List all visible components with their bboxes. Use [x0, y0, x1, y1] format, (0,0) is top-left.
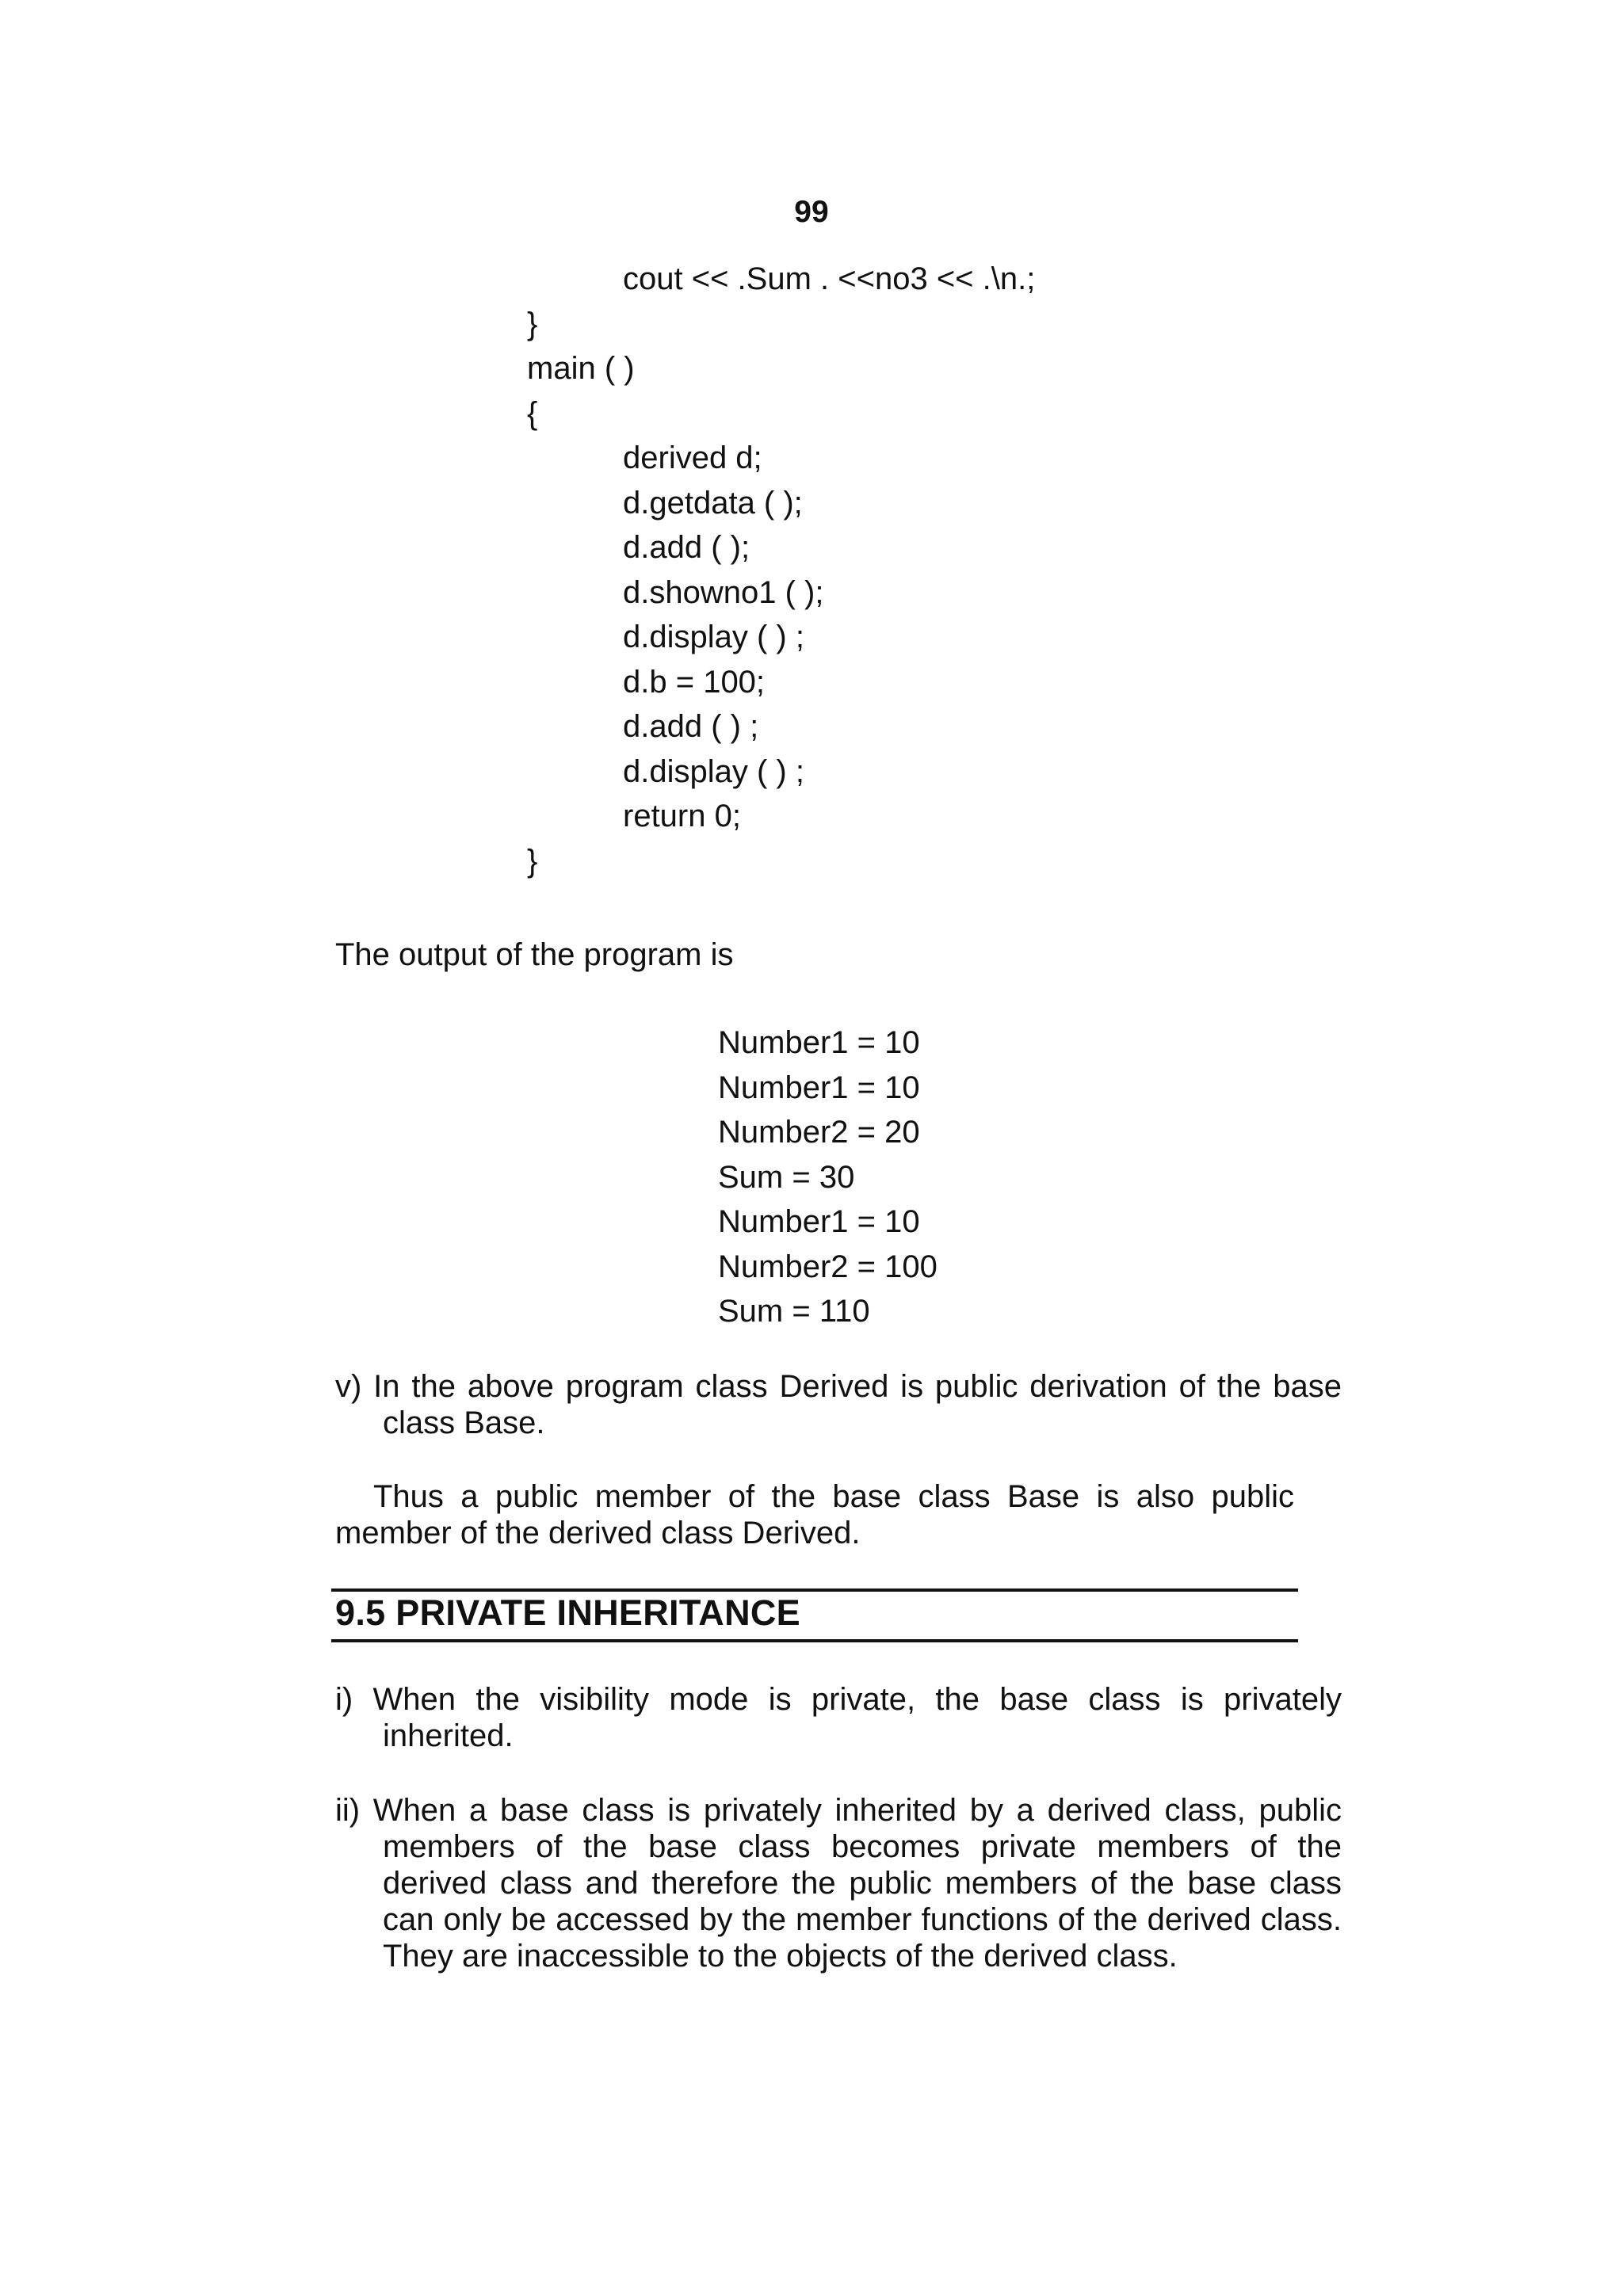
code-line: return 0;: [623, 799, 741, 833]
paragraph-point-i: i) When the visibility mode is private, the base class is privately inherited.: [335, 1682, 1342, 1753]
code-line: }: [527, 306, 538, 341]
code-line: main ( ): [527, 351, 635, 386]
output-line: Sum = 110: [718, 1294, 870, 1329]
section-rule-bottom: [331, 1639, 1298, 1642]
paragraph-point-ii: ii) When a base class is privately inherited by a derived class, public members of the base class becomes private members of the derived class and therefore the public members of the base class can only be accessed by the member functions of the derived class. They are inaccessible to the objects of the derived class.: [335, 1793, 1342, 1974]
paragraph-point-v: v) In the above program class Derived is public derivation of the base class Base.: [335, 1369, 1342, 1440]
code-line: d.showno1 ( );: [623, 574, 824, 610]
output-line: Number1 = 10: [718, 1025, 920, 1060]
code-line: derived d;: [623, 441, 762, 475]
code-line: d.getdata ( );: [623, 485, 803, 521]
code-line: d.add ( ) ;: [623, 709, 759, 744]
code-line: d.display ( ) ;: [623, 753, 804, 789]
output-line: Number1 = 10: [718, 1204, 920, 1239]
output-line: Number2 = 100: [718, 1249, 938, 1284]
output-intro-text: The output of the program is: [335, 937, 734, 972]
output-line: Number2 = 20: [718, 1115, 920, 1150]
code-line: cout << .Sum . <<no3 << .\n.;: [623, 261, 1036, 296]
code-line: d.add ( );: [623, 530, 750, 565]
code-line: }: [527, 843, 538, 879]
code-line: d.display ( ) ;: [623, 620, 804, 654]
page-number: 99: [794, 195, 829, 229]
section-heading: 9.5 PRIVATE INHERITANCE: [335, 1592, 800, 1633]
code-line: {: [527, 395, 538, 431]
output-line: Sum = 30: [718, 1159, 855, 1195]
paragraph-thus: Thus a public member of the base class Base is also public member of the derived class Derived.: [335, 1479, 1294, 1550]
output-line: Number1 = 10: [718, 1070, 920, 1105]
code-line: d.b = 100;: [623, 664, 766, 700]
